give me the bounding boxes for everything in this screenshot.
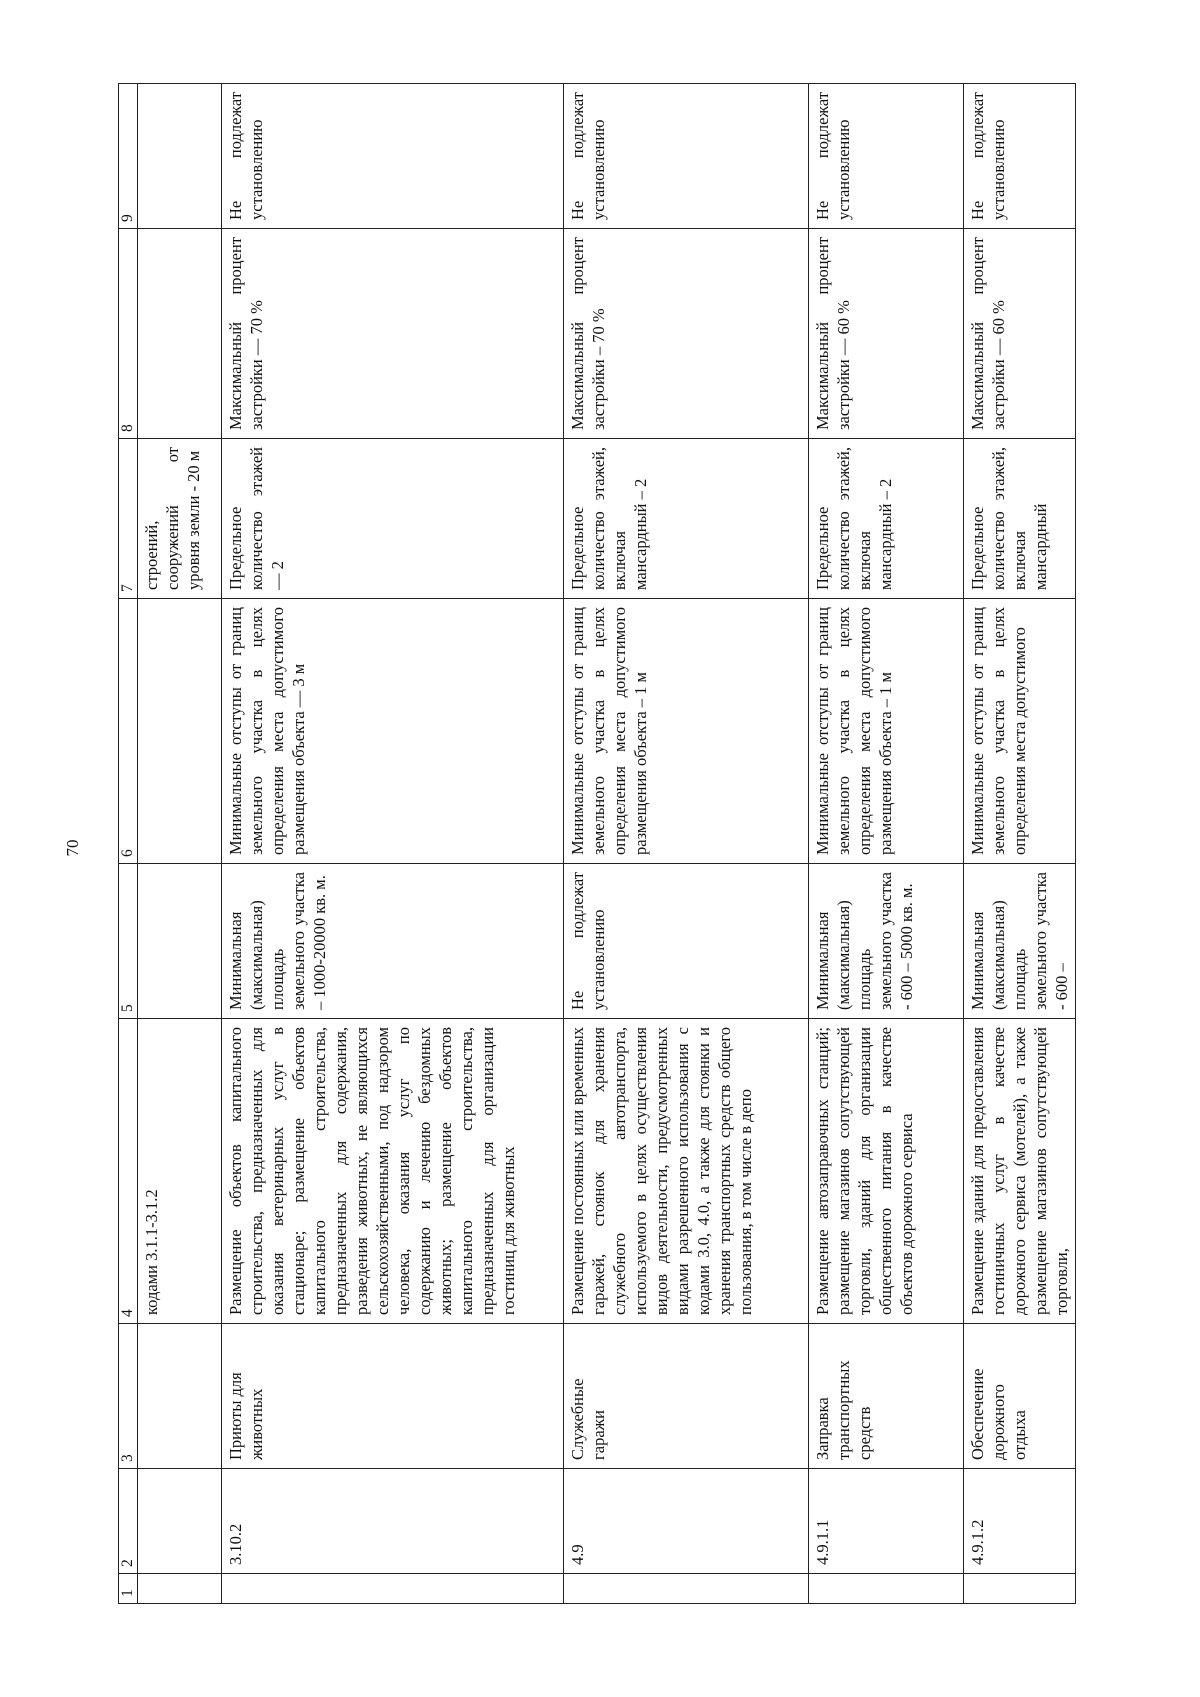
- table-cell: [138, 599, 222, 864]
- table-cell: Минимальные отступы от границ земельного участка в целях определения места допустимого: [964, 599, 1076, 864]
- table-cell: Минимальные отступы от границ земельного участка в целях определения места допустимого размещения объекта – 1 м: [564, 599, 809, 864]
- table-cell: Предельное количество этажей, включая мансардный: [964, 439, 1076, 599]
- table-cell: Приюты для животных: [222, 1324, 564, 1469]
- table-cell: [138, 864, 222, 1019]
- table-cell: Размещение объектов капитального строительства, предназначенных для оказания ветеринарных услуг в стационаре; размещение объектов капитального строительства, предназначенных для содержания, разведения животных, не являющихся сельскохозяйственными, под надзором человека, оказания услуг по содержанию и лечению бездомных животных; размещение объектов капитального строительства, предназначенных для организации гостиниц для животных: [222, 1019, 564, 1324]
- table-cell: Максимальный процент застройки — 60 %: [809, 229, 964, 439]
- page-number: 70: [63, 839, 82, 857]
- table-row: [809, 84, 964, 1604]
- table-cell: 3.10.2: [222, 1469, 564, 1574]
- table-cell: [138, 84, 222, 229]
- table-row: [564, 84, 809, 1604]
- table-cell: Заправка транспортных средств: [809, 1324, 964, 1469]
- table-cell: Минимальная (максимальная) площадь земельного участка - 600 – 5000 кв. м.: [809, 864, 964, 1019]
- table-cell: Максимальный процент застройки — 70 %: [222, 229, 564, 439]
- table-header-row: [119, 84, 138, 1604]
- table-cell: Предельное количество этажей, включая мансардный – 2: [564, 439, 809, 599]
- table-cell: Минимальные отступы от границ земельного участка в целях определения места допустимого размещения объекта – 1 м: [809, 599, 964, 864]
- header-cell: 6: [119, 599, 138, 864]
- table-cell: [222, 1574, 564, 1604]
- table-cell: Не подлежат установлению: [964, 84, 1076, 229]
- table-cell: Обеспечение дорожного отдыха: [964, 1324, 1076, 1469]
- table-cell: 4.9.1.1: [809, 1469, 964, 1574]
- table-cell: Минимальные отступы от границ земельного участка в целях определения места допустимого размещения объекта — 3 м: [222, 599, 564, 864]
- table-cell: Предельное количество этажей — 2: [222, 439, 564, 599]
- table-cell: Размещение автозаправочных станций; размещение магазинов сопутствующей торговли, зданий для организации общественного питания в качестве объектов дорожного сервиса: [809, 1019, 964, 1324]
- header-cell: 1: [119, 1574, 138, 1604]
- table-cell: [138, 1469, 222, 1574]
- header-cell: 5: [119, 864, 138, 1019]
- table-cell: Максимальный процент застройки – 70 %: [564, 229, 809, 439]
- header-cell: 3: [119, 1324, 138, 1469]
- table-cell: [809, 1574, 964, 1604]
- table-cell: Размещение постоянных или временных гаражей, стоянок для хранения служебного автотранспорта, используемого в целях осуществления видов деятельности, предусмотренных видами разрешенного использования с кодами 3.0, 4.0, а также для стоянки и хранения транспортных средств общего пользования, в том числе в депо: [564, 1019, 809, 1324]
- header-cell: 2: [119, 1469, 138, 1574]
- table-cell: [138, 229, 222, 439]
- table-row: [222, 84, 564, 1604]
- table-cell: 4.9.1.2: [964, 1469, 1076, 1574]
- table-cell: [138, 1324, 222, 1469]
- table-cell: Не подлежат установлению: [809, 84, 964, 229]
- table-cell: 4.9: [564, 1469, 809, 1574]
- table-cell: Размещение зданий для предоставления гостиничных услуг в качестве дорожного сервиса (мотелей), а также размещение магазинов сопутствующей торговли,: [964, 1019, 1076, 1324]
- header-cell: 4: [119, 1019, 138, 1324]
- table-cell: Минимальная (максимальная) площадь земельного участка - 600 –: [964, 864, 1076, 1019]
- table-cell: Не подлежат установлению: [564, 864, 809, 1019]
- header-cell: 9: [119, 84, 138, 229]
- table-cell: [564, 1574, 809, 1604]
- table-cell: кодами 3.1.1-3.1.2: [138, 1019, 222, 1324]
- table-cell: Не подлежат установлению: [222, 84, 564, 229]
- table-cell: Минимальная (максимальная) площадь земельного участка – 1000-20000 кв. м.: [222, 864, 564, 1019]
- rotated-table-container: [118, 84, 1133, 1604]
- table-cell: [138, 1574, 222, 1604]
- header-cell: 7: [119, 439, 138, 599]
- zoning-regulations-table: [118, 83, 1076, 1604]
- table-cell: Максимальный процент застройки — 60 %: [964, 229, 1076, 439]
- table-cell: Предельное количество этажей, включая мансардный – 2: [809, 439, 964, 599]
- table-cell: строений, сооружений от уровня земли - 20 м: [138, 439, 222, 599]
- table-cell: Служебные гаражи: [564, 1324, 809, 1469]
- table-row: [964, 84, 1076, 1604]
- header-cell: 8: [119, 229, 138, 439]
- table-cell: Не подлежат установлению: [564, 84, 809, 229]
- table-cell: [964, 1574, 1076, 1604]
- table-row: [138, 84, 222, 1604]
